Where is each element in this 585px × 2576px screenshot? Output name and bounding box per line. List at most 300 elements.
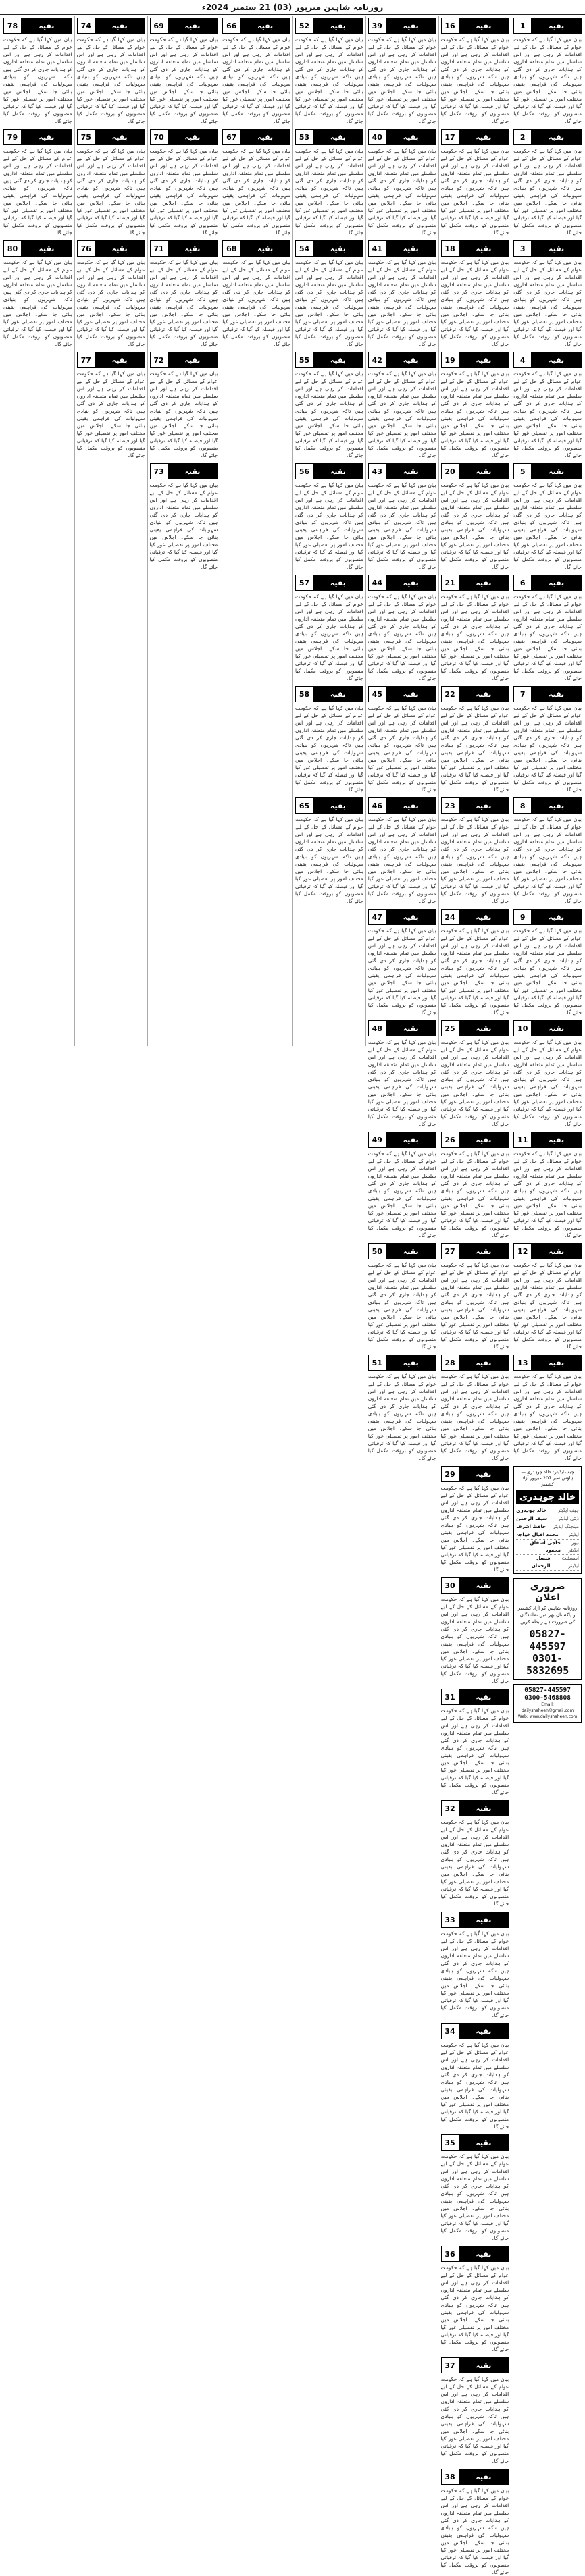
continuation-tag bbox=[150, 18, 218, 34]
continuation-number: 77 bbox=[78, 352, 95, 367]
continuation-item bbox=[295, 463, 363, 571]
article-text: بیان میں کہا گیا ہے کہ حکومت عوام کے مسائل کے حل کے لیے اقدامات کر رہی ہے اور اس سلسلے میں تمام متعلقہ اداروں کو ہدایات جاری کر دی گئی ہیں تاکہ شہریوں کو بنیادی سہولیات کی فراہمی یقینی بنائی جا سکے۔ اجلاس میں مختلف امور پر تفصیلی غور کیا گیا اور فیصلہ کیا گیا کہ ترقیاتی منصوبوں کو بروقت مکمل کیا جائے گا۔ bbox=[222, 259, 290, 347]
continuation-tag bbox=[441, 129, 509, 145]
continuation-item bbox=[513, 1243, 582, 1350]
continuation-number: 74 bbox=[78, 18, 95, 33]
staff-role: چیف ایڈیٹر bbox=[557, 1508, 579, 1513]
article-text: بیان میں کہا گیا ہے کہ حکومت عوام کے مسائل کے حل کے لیے اقدامات کر رہی ہے اور اس سلسلے میں تمام متعلقہ اداروں کو ہدایات جاری کر دی گئی ہیں تاکہ شہریوں کو بنیادی سہولیات کی فراہمی یقینی بنائی جا سکے۔ اجلاس میں مختلف امور پر تفصیلی غور کیا گیا اور فیصلہ کیا گیا کہ ترقیاتی منصوبوں کو بروقت مکمل کیا جائے گا۔ bbox=[440, 2153, 509, 2241]
article-text: بیان میں کہا گیا ہے کہ حکومت عوام کے مسائل کے حل کے لیے اقدامات کر رہی ہے اور اس سلسلے میں تمام متعلقہ اداروں کو ہدایات جاری کر دی گئی ہیں تاکہ شہریوں کو بنیادی سہولیات کی فراہمی یقینی بنائی جا سکے۔ اجلاس میں مختلف امور پر تفصیلی غور کیا گیا اور فیصلہ کیا گیا کہ ترقیاتی منصوبوں کو بروقت مکمل کیا جائے گا۔ bbox=[149, 36, 218, 124]
article-text: بیان میں کہا گیا ہے کہ حکومت عوام کے مسائل کے حل کے لیے اقدامات کر رہی ہے اور اس سلسلے میں تمام متعلقہ اداروں کو ہدایات جاری کر دی گئی ہیں تاکہ شہریوں کو بنیادی سہولیات کی فراہمی یقینی بنائی جا سکے۔ اجلاس میں مختلف امور پر تفصیلی غور کیا گیا اور فیصلہ کیا گیا کہ ترقیاتی منصوبوں کو بروقت مکمل کیا جائے گا۔ bbox=[440, 1262, 509, 1350]
news-columns bbox=[1, 16, 584, 2575]
continuation-number: 20 bbox=[442, 464, 459, 479]
continuation-tag bbox=[441, 1132, 509, 1148]
article-text: بیان میں کہا گیا ہے کہ حکومت عوام کے مسائل کے حل کے لیے اقدامات کر رہی ہے اور اس سلسلے میں تمام متعلقہ اداروں کو ہدایات جاری کر دی گئی ہیں تاکہ شہریوں کو بنیادی سہولیات کی فراہمی یقینی بنائی جا سکے۔ اجلاس میں مختلف امور پر تفصیلی غور کیا گیا اور فیصلہ کیا گیا کہ ترقیاتی منصوبوں کو بروقت مکمل کیا جائے گا۔ bbox=[440, 928, 509, 1016]
article-text: بیان میں کہا گیا ہے کہ حکومت عوام کے مسائل کے حل کے لیے اقدامات کر رہی ہے اور اس سلسلے میں تمام متعلقہ اداروں کو ہدایات جاری کر دی گئی ہیں تاکہ شہریوں کو بنیادی سہولیات کی فراہمی یقینی بنائی جا سکے۔ اجلاس میں مختلف امور پر تفصیلی غور کیا گیا اور فیصلہ کیا گیا کہ ترقیاتی منصوبوں کو بروقت مکمل کیا جائے گا۔ bbox=[295, 705, 363, 793]
continuation-label: بقیہ bbox=[459, 2024, 509, 2039]
continuation-tag bbox=[441, 1355, 509, 1371]
continuation-number: 47 bbox=[369, 910, 386, 924]
article-text: بیان میں کہا گیا ہے کہ حکومت عوام کے مسائل کے حل کے لیے اقدامات کر رہی ہے اور اس سلسلے میں تمام متعلقہ اداروں کو ہدایات جاری کر دی گئی ہیں تاکہ شہریوں کو بنیادی سہولیات کی فراہمی یقینی بنائی جا سکے۔ اجلاس میں مختلف امور پر تفصیلی غور کیا گیا اور فیصلہ کیا گیا کہ ترقیاتی منصوبوں کو بروقت مکمل کیا جائے گا۔ bbox=[440, 148, 509, 236]
continuation-item bbox=[150, 18, 218, 125]
article-text: بیان میں کہا گیا ہے کہ حکومت عوام کے مسائل کے حل کے لیے اقدامات کر رہی ہے اور اس سلسلے میں تمام متعلقہ اداروں کو ہدایات جاری کر دی گئی ہیں تاکہ شہریوں کو بنیادی سہولیات کی فراہمی یقینی بنائی جا سکے۔ اجلاس میں مختلف امور پر تفصیلی غور کیا گیا اور فیصلہ کیا گیا کہ ترقیاتی منصوبوں کو بروقت مکمل کیا جائے گا۔ bbox=[149, 148, 218, 236]
continuation-tag bbox=[368, 463, 436, 479]
continuation-item bbox=[368, 909, 436, 1016]
continuation-number: 17 bbox=[442, 130, 459, 144]
continuation-label: بقیہ bbox=[386, 464, 436, 479]
continuation-tag bbox=[368, 1355, 436, 1371]
contact-website: Web: www.dailyshaheen.com bbox=[517, 1714, 578, 1719]
staff-row bbox=[516, 1531, 579, 1540]
continuation-label: بقیہ bbox=[459, 910, 509, 924]
continuation-tag bbox=[150, 129, 218, 145]
newspaper-title: روزنامہ شاہین میرپور (03) 21 ستمبر 2024ء bbox=[201, 2, 384, 12]
continuation-item bbox=[77, 129, 145, 236]
article-text: بیان میں کہا گیا ہے کہ حکومت عوام کے مسائل کے حل کے لیے اقدامات کر رہی ہے اور اس سلسلے میں تمام متعلقہ اداروں کو ہدایات جاری کر دی گئی ہیں تاکہ شہریوں کو بنیادی سہولیات کی فراہمی یقینی بنائی جا سکے۔ اجلاس میں مختلف امور پر تفصیلی غور کیا گیا اور فیصلہ کیا گیا کہ ترقیاتی منصوبوں کو بروقت مکمل کیا جائے گا۔ bbox=[295, 148, 363, 236]
continuation-number: 44 bbox=[369, 575, 386, 590]
continuation-item bbox=[441, 18, 509, 125]
continuation-label: بقیہ bbox=[168, 18, 218, 33]
continuation-number: 45 bbox=[369, 687, 386, 702]
continuation-item bbox=[441, 1577, 509, 1685]
article-text: بیان میں کہا گیا ہے کہ حکومت عوام کے مسائل کے حل کے لیے اقدامات کر رہی ہے اور اس سلسلے میں تمام متعلقہ اداروں کو ہدایات جاری کر دی گئی ہیں تاکہ شہریوں کو بنیادی سہولیات کی فراہمی یقینی بنائی جا سکے۔ اجلاس میں مختلف امور پر تفصیلی غور کیا گیا اور فیصلہ کیا گیا کہ ترقیاتی منصوبوں کو بروقت مکمل کیا جائے گا۔ bbox=[367, 594, 436, 681]
continuation-number: 10 bbox=[514, 1021, 532, 1036]
article-text: بیان میں کہا گیا ہے کہ حکومت عوام کے مسائل کے حل کے لیے اقدامات کر رہی ہے اور اس سلسلے میں تمام متعلقہ اداروں کو ہدایات جاری کر دی گئی ہیں تاکہ شہریوں کو بنیادی سہولیات کی فراہمی یقینی بنائی جا سکے۔ اجلاس میں مختلف امور پر تفصیلی غور کیا گیا اور فیصلہ کیا گیا کہ ترقیاتی منصوبوں کو بروقت مکمل کیا جائے گا۔ bbox=[295, 594, 363, 681]
continuation-number: 43 bbox=[369, 464, 386, 479]
continuation-number: 48 bbox=[369, 1021, 386, 1036]
article-text: بیان میں کہا گیا ہے کہ حکومت عوام کے مسائل کے حل کے لیے اقدامات کر رہی ہے اور اس سلسلے میں تمام متعلقہ اداروں کو ہدایات جاری کر دی گئی ہیں تاکہ شہریوں کو بنیادی سہولیات کی فراہمی یقینی بنائی جا سکے۔ اجلاس میں مختلف امور پر تفصیلی غور کیا گیا اور فیصلہ کیا گیا کہ ترقیاتی منصوبوں کو بروقت مکمل کیا جائے گا۔ bbox=[76, 371, 145, 458]
continuation-item bbox=[368, 1355, 436, 1462]
staff-row bbox=[516, 1515, 579, 1523]
continuation-number: 72 bbox=[151, 352, 168, 367]
continuation-number: 29 bbox=[442, 1467, 459, 1481]
masthead-address: چیف ایڈیٹر: خالد چوہدری — ہاؤس نمبر 207 میرپور آزاد کشمیر bbox=[521, 1469, 574, 1487]
continuation-item bbox=[441, 1689, 509, 1796]
continuation-number: 34 bbox=[442, 2024, 459, 2039]
continuation-item bbox=[368, 18, 436, 125]
continuation-label: بقیہ bbox=[313, 687, 363, 702]
continuation-label: بقیہ bbox=[313, 464, 363, 479]
continuation-number: 42 bbox=[369, 352, 386, 367]
article-text: بیان میں کہا گیا ہے کہ حکومت عوام کے مسائل کے حل کے لیے اقدامات کر رہی ہے اور اس سلسلے میں تمام متعلقہ اداروں کو ہدایات جاری کر دی گئی ہیں تاکہ شہریوں کو بنیادی سہولیات کی فراہمی یقینی بنائی جا سکے۔ اجلاس میں مختلف امور پر تفصیلی غور کیا گیا اور فیصلہ کیا گیا کہ ترقیاتی منصوبوں کو بروقت مکمل کیا جائے گا۔ bbox=[149, 482, 218, 570]
continuation-number: 18 bbox=[442, 241, 459, 256]
article-text: بیان میں کہا گیا ہے کہ حکومت عوام کے مسائل کے حل کے لیے اقدامات کر رہی ہے اور اس سلسلے میں تمام متعلقہ اداروں کو ہدایات جاری کر دی گئی ہیں تاکہ شہریوں کو بنیادی سہولیات کی فراہمی یقینی بنائی جا سکے۔ اجلاس میں مختلف امور پر تفصیلی غور کیا گیا اور فیصلہ کیا گیا کہ ترقیاتی منصوبوں کو بروقت مکمل کیا جائے گا۔ bbox=[440, 2376, 509, 2464]
continuation-tag bbox=[368, 686, 436, 702]
continuation-number: 22 bbox=[442, 687, 459, 702]
continuation-tag bbox=[295, 463, 363, 479]
continuation-number: 4 bbox=[514, 352, 532, 367]
continuation-label: بقیہ bbox=[459, 2135, 509, 2150]
continuation-number: 56 bbox=[296, 464, 313, 479]
article-text: بیان میں کہا گیا ہے کہ حکومت عوام کے مسائل کے حل کے لیے اقدامات کر رہی ہے اور اس سلسلے میں تمام متعلقہ اداروں کو ہدایات جاری کر دی گئی ہیں تاکہ شہریوں کو بنیادی سہولیات کی فراہمی یقینی بنائی جا سکے۔ اجلاس میں مختلف امور پر تفصیلی غور کیا گیا اور فیصلہ کیا گیا کہ ترقیاتی منصوبوں کو بروقت مکمل کیا جائے گا۔ bbox=[440, 371, 509, 458]
continuation-label: بقیہ bbox=[95, 18, 145, 33]
news-column bbox=[1, 16, 74, 1046]
continuation-number: 67 bbox=[223, 130, 240, 144]
continuation-tag bbox=[77, 240, 145, 257]
continuation-tag bbox=[513, 797, 582, 814]
continuation-item bbox=[513, 575, 582, 682]
continuation-tag bbox=[513, 1243, 582, 1259]
continuation-tag bbox=[513, 18, 582, 34]
continuation-number: 41 bbox=[369, 241, 386, 256]
continuation-number: 32 bbox=[442, 1801, 459, 1816]
continuation-item bbox=[295, 686, 363, 793]
continuation-item bbox=[441, 2469, 509, 2576]
continuation-number: 23 bbox=[442, 798, 459, 813]
continuation-tag bbox=[368, 575, 436, 591]
article-text: بیان میں کہا گیا ہے کہ حکومت عوام کے مسائل کے حل کے لیے اقدامات کر رہی ہے اور اس سلسلے میں تمام متعلقہ اداروں کو ہدایات جاری کر دی گئی ہیں تاکہ شہریوں کو بنیادی سہولیات کی فراہمی یقینی بنائی جا سکے۔ اجلاس میں مختلف امور پر تفصیلی غور کیا گیا اور فیصلہ کیا گیا کہ ترقیاتی منصوبوں کو بروقت مکمل کیا جائے گا۔ bbox=[76, 148, 145, 236]
continuation-label: بقیہ bbox=[95, 241, 145, 256]
continuation-item bbox=[222, 129, 290, 236]
continuation-label: بقیہ bbox=[386, 1132, 436, 1147]
continuation-tag bbox=[441, 352, 509, 368]
article-text: بیان میں کہا گیا ہے کہ حکومت عوام کے مسائل کے حل کے لیے اقدامات کر رہی ہے اور اس سلسلے میں تمام متعلقہ اداروں کو ہدایات جاری کر دی گئی ہیں تاکہ شہریوں کو بنیادی سہولیات کی فراہمی یقینی بنائی جا سکے۔ اجلاس میں مختلف امور پر تفصیلی غور کیا گیا اور فیصلہ کیا گیا کہ ترقیاتی منصوبوں کو بروقت مکمل کیا جائے گا۔ bbox=[295, 371, 363, 458]
continuation-tag bbox=[513, 575, 582, 591]
continuation-item bbox=[441, 1243, 509, 1350]
continuation-item bbox=[150, 129, 218, 236]
continuation-label: بقیہ bbox=[459, 1244, 509, 1259]
continuation-item bbox=[441, 909, 509, 1016]
continuation-item bbox=[295, 18, 363, 125]
announcement-title: ضروری اعلان bbox=[530, 1581, 565, 1603]
continuation-label: بقیہ bbox=[459, 1132, 509, 1147]
continuation-label: بقیہ bbox=[386, 1355, 436, 1370]
continuation-tag bbox=[150, 240, 218, 257]
continuation-label: بقیہ bbox=[386, 18, 436, 33]
continuation-item bbox=[441, 1132, 509, 1239]
continuation-number: 13 bbox=[514, 1355, 532, 1370]
announcement-box bbox=[513, 1578, 582, 1680]
continuation-tag bbox=[441, 18, 509, 34]
article-text: بیان میں کہا گیا ہے کہ حکومت عوام کے مسائل کے حل کے لیے اقدامات کر رہی ہے اور اس سلسلے میں تمام متعلقہ اداروں کو ہدایات جاری کر دی گئی ہیں تاکہ شہریوں کو بنیادی سہولیات کی فراہمی یقینی بنائی جا سکے۔ اجلاس میں مختلف امور پر تفصیلی غور کیا گیا اور فیصلہ کیا گیا کہ ترقیاتی منصوبوں کو بروقت مکمل کیا جائے گا۔ bbox=[440, 705, 509, 793]
continuation-item bbox=[441, 686, 509, 793]
continuation-tag bbox=[441, 1243, 509, 1259]
page-header bbox=[0, 0, 585, 15]
staff-name: سیف الرحمن bbox=[516, 1516, 548, 1521]
continuation-tag bbox=[368, 18, 436, 34]
article-text: بیان میں کہا گیا ہے کہ حکومت عوام کے مسائل کے حل کے لیے اقدامات کر رہی ہے اور اس سلسلے میں تمام متعلقہ اداروں کو ہدایات جاری کر دی گئی ہیں تاکہ شہریوں کو بنیادی سہولیات کی فراہمی یقینی بنائی جا سکے۔ اجلاس میں مختلف امور پر تفصیلی غور کیا گیا اور فیصلہ کیا گیا کہ ترقیاتی منصوبوں کو بروقت مکمل کیا جائے گا۔ bbox=[440, 2488, 509, 2575]
staff-row bbox=[516, 1523, 579, 1531]
continuation-tag bbox=[441, 1912, 509, 1928]
article-text: بیان میں کہا گیا ہے کہ حکومت عوام کے مسائل کے حل کے لیے اقدامات کر رہی ہے اور اس سلسلے میں تمام متعلقہ اداروں کو ہدایات جاری کر دی گئی ہیں تاکہ شہریوں کو بنیادی سہولیات کی فراہمی یقینی بنائی جا سکے۔ اجلاس میں مختلف امور پر تفصیلی غور کیا گیا اور فیصلہ کیا گیا کہ ترقیاتی منصوبوں کو بروقت مکمل کیا جائے گا۔ bbox=[440, 1930, 509, 2018]
continuation-label: بقیہ bbox=[168, 352, 218, 367]
continuation-item bbox=[368, 1132, 436, 1239]
continuation-item bbox=[513, 1020, 582, 1128]
continuation-tag bbox=[441, 909, 509, 925]
continuation-tag bbox=[368, 129, 436, 145]
article-text: بیان میں کہا گیا ہے کہ حکومت عوام کے مسائل کے حل کے لیے اقدامات کر رہی ہے اور اس سلسلے میں تمام متعلقہ اداروں کو ہدایات جاری کر دی گئی ہیں تاکہ شہریوں کو بنیادی سہولیات کی فراہمی یقینی بنائی جا سکے۔ اجلاس میں مختلف امور پر تفصیلی غور کیا گیا اور فیصلہ کیا گیا کہ ترقیاتی منصوبوں کو بروقت مکمل کیا جائے گا۔ bbox=[513, 36, 582, 124]
continuation-tag bbox=[295, 240, 363, 257]
article-text: بیان میں کہا گیا ہے کہ حکومت عوام کے مسائل کے حل کے لیے اقدامات کر رہی ہے اور اس سلسلے میں تمام متعلقہ اداروں کو ہدایات جاری کر دی گئی ہیں تاکہ شہریوں کو بنیادی سہولیات کی فراہمی یقینی بنائی جا سکے۔ اجلاس میں مختلف امور پر تفصیلی غور کیا گیا اور فیصلہ کیا گیا کہ ترقیاتی منصوبوں کو بروقت مکمل کیا جائے گا۔ bbox=[513, 259, 582, 347]
continuation-number: 27 bbox=[442, 1244, 459, 1259]
continuation-label: بقیہ bbox=[532, 1132, 581, 1147]
continuation-item bbox=[441, 240, 509, 348]
article-text: بیان میں کہا گیا ہے کہ حکومت عوام کے مسائل کے حل کے لیے اقدامات کر رہی ہے اور اس سلسلے میں تمام متعلقہ اداروں کو ہدایات جاری کر دی گئی ہیں تاکہ شہریوں کو بنیادی سہولیات کی فراہمی یقینی بنائی جا سکے۔ اجلاس میں مختلف امور پر تفصیلی غور کیا گیا اور فیصلہ کیا گیا کہ ترقیاتی منصوبوں کو بروقت مکمل کیا جائے گا۔ bbox=[440, 594, 509, 681]
continuation-number: 69 bbox=[151, 18, 168, 33]
continuation-tag bbox=[368, 1243, 436, 1259]
continuation-item bbox=[513, 1355, 582, 1462]
continuation-number: 33 bbox=[442, 1912, 459, 1927]
article-text: بیان میں کہا گیا ہے کہ حکومت عوام کے مسائل کے حل کے لیے اقدامات کر رہی ہے اور اس سلسلے میں تمام متعلقہ اداروں کو ہدایات جاری کر دی گئی ہیں تاکہ شہریوں کو بنیادی سہولیات کی فراہمی یقینی بنائی جا سکے۔ اجلاس میں مختلف امور پر تفصیلی غور کیا گیا اور فیصلہ کیا گیا کہ ترقیاتی منصوبوں کو بروقت مکمل کیا جائے گا۔ bbox=[367, 705, 436, 793]
article-text: بیان میں کہا گیا ہے کہ حکومت عوام کے مسائل کے حل کے لیے اقدامات کر رہی ہے اور اس سلسلے میں تمام متعلقہ اداروں کو ہدایات جاری کر دی گئی ہیں تاکہ شہریوں کو بنیادی سہولیات کی فراہمی یقینی بنائی جا سکے۔ اجلاس میں مختلف امور پر تفصیلی غور کیا گیا اور فیصلہ کیا گیا کہ ترقیاتی منصوبوں کو بروقت مکمل کیا جائے گا۔ bbox=[3, 36, 72, 124]
article-text: بیان میں کہا گیا ہے کہ حکومت عوام کے مسائل کے حل کے لیے اقدامات کر رہی ہے اور اس سلسلے میں تمام متعلقہ اداروں کو ہدایات جاری کر دی گئی ہیں تاکہ شہریوں کو بنیادی سہولیات کی فراہمی یقینی بنائی جا سکے۔ اجلاس میں مختلف امور پر تفصیلی غور کیا گیا اور فیصلہ کیا گیا کہ ترقیاتی منصوبوں کو بروقت مکمل کیا جائے گا۔ bbox=[440, 1151, 509, 1238]
staff-name: حافظ اشرف bbox=[516, 1524, 546, 1529]
continuation-number: 80 bbox=[4, 241, 22, 256]
continuation-label: بقیہ bbox=[22, 18, 72, 33]
continuation-item bbox=[513, 463, 582, 571]
article-text: بیان میں کہا گیا ہے کہ حکومت عوام کے مسائل کے حل کے لیے اقدامات کر رہی ہے اور اس سلسلے میں تمام متعلقہ اداروں کو ہدایات جاری کر دی گئی ہیں تاکہ شہریوں کو بنیادی سہولیات کی فراہمی یقینی بنائی جا سکے۔ اجلاس میں مختلف امور پر تفصیلی غور کیا گیا اور فیصلہ کیا گیا کہ ترقیاتی منصوبوں کو بروقت مکمل کیا جائے گا۔ bbox=[222, 36, 290, 124]
continuation-number: 28 bbox=[442, 1355, 459, 1370]
continuation-item bbox=[441, 1912, 509, 2019]
continuation-label: بقیہ bbox=[459, 464, 509, 479]
continuation-label: بقیہ bbox=[22, 241, 72, 256]
article-text: بیان میں کہا گیا ہے کہ حکومت عوام کے مسائل کے حل کے لیے اقدامات کر رہی ہے اور اس سلسلے میں تمام متعلقہ اداروں کو ہدایات جاری کر دی گئی ہیں تاکہ شہریوں کو بنیادی سہولیات کی فراہمی یقینی بنائی جا سکے۔ اجلاس میں مختلف امور پر تفصیلی غور کیا گیا اور فیصلہ کیا گیا کہ ترقیاتی منصوبوں کو بروقت مکمل کیا جائے گا۔ bbox=[295, 816, 363, 904]
continuation-item bbox=[513, 240, 582, 348]
continuation-number: 57 bbox=[296, 575, 313, 590]
article-text: بیان میں کہا گیا ہے کہ حکومت عوام کے مسائل کے حل کے لیے اقدامات کر رہی ہے اور اس سلسلے میں تمام متعلقہ اداروں کو ہدایات جاری کر دی گئی ہیں تاکہ شہریوں کو بنیادی سہولیات کی فراہمی یقینی بنائی جا سکے۔ اجلاس میں مختلف امور پر تفصیلی غور کیا گیا اور فیصلہ کیا گیا کہ ترقیاتی منصوبوں کو بروقت مکمل کیا جائے گا۔ bbox=[3, 259, 72, 347]
article-text: بیان میں کہا گیا ہے کہ حکومت عوام کے مسائل کے حل کے لیے اقدامات کر رہی ہے اور اس سلسلے میں تمام متعلقہ اداروں کو ہدایات جاری کر دی گئی ہیں تاکہ شہریوں کو بنیادی سہولیات کی فراہمی یقینی بنائی جا سکے۔ اجلاس میں مختلف امور پر تفصیلی غور کیا گیا اور فیصلہ کیا گیا کہ ترقیاتی منصوبوں کو بروقت مکمل کیا جائے گا۔ bbox=[367, 1151, 436, 1238]
continuation-tag bbox=[441, 686, 509, 702]
continuation-tag bbox=[513, 686, 582, 702]
continuation-label: بقیہ bbox=[459, 2469, 509, 2484]
continuation-number: 55 bbox=[296, 352, 313, 367]
continuation-tag bbox=[441, 2357, 509, 2373]
article-text: بیان میں کہا گیا ہے کہ حکومت عوام کے مسائل کے حل کے لیے اقدامات کر رہی ہے اور اس سلسلے میں تمام متعلقہ اداروں کو ہدایات جاری کر دی گئی ہیں تاکہ شہریوں کو بنیادی سہولیات کی فراہمی یقینی بنائی جا سکے۔ اجلاس میں مختلف امور پر تفصیلی غور کیا گیا اور فیصلہ کیا گیا کہ ترقیاتی منصوبوں کو بروقت مکمل کیا جائے گا۔ bbox=[440, 2042, 509, 2130]
continuation-item bbox=[368, 575, 436, 682]
continuation-label: بقیہ bbox=[386, 1244, 436, 1259]
continuation-item bbox=[77, 352, 145, 459]
news-column bbox=[292, 16, 365, 1046]
article-text: بیان میں کہا گیا ہے کہ حکومت عوام کے مسائل کے حل کے لیے اقدامات کر رہی ہے اور اس سلسلے میں تمام متعلقہ اداروں کو ہدایات جاری کر دی گئی ہیں تاکہ شہریوں کو بنیادی سہولیات کی فراہمی یقینی بنائی جا سکے۔ اجلاس میں مختلف امور پر تفصیلی غور کیا گیا اور فیصلہ کیا گیا کہ ترقیاتی منصوبوں کو بروقت مکمل کیا جائے گا۔ bbox=[440, 1708, 509, 1795]
continuation-number: 50 bbox=[369, 1244, 386, 1259]
continuation-label: بقیہ bbox=[386, 798, 436, 813]
continuation-label: بقیہ bbox=[532, 130, 581, 144]
article-text: بیان میں کہا گیا ہے کہ حکومت عوام کے مسائل کے حل کے لیے اقدامات کر رہی ہے اور اس سلسلے میں تمام متعلقہ اداروں کو ہدایات جاری کر دی گئی ہیں تاکہ شہریوں کو بنیادی سہولیات کی فراہمی یقینی بنائی جا سکے۔ اجلاس میں مختلف امور پر تفصیلی غور کیا گیا اور فیصلہ کیا گیا کہ ترقیاتی منصوبوں کو بروقت مکمل کیا جائے گا۔ bbox=[513, 1373, 582, 1461]
masthead-box bbox=[513, 1466, 582, 1574]
continuation-tag bbox=[77, 18, 145, 34]
continuation-number: 7 bbox=[514, 687, 532, 702]
continuation-number: 65 bbox=[296, 798, 313, 813]
continuation-number: 19 bbox=[442, 352, 459, 367]
continuation-item bbox=[441, 575, 509, 682]
continuation-item bbox=[295, 352, 363, 459]
continuation-label: بقیہ bbox=[459, 130, 509, 144]
continuation-item bbox=[441, 129, 509, 236]
continuation-label: بقیہ bbox=[240, 18, 290, 33]
article-text: بیان میں کہا گیا ہے کہ حکومت عوام کے مسائل کے حل کے لیے اقدامات کر رہی ہے اور اس سلسلے میں تمام متعلقہ اداروں کو ہدایات جاری کر دی گئی ہیں تاکہ شہریوں کو بنیادی سہولیات کی فراہمی یقینی بنائی جا سکے۔ اجلاس میں مختلف امور پر تفصیلی غور کیا گیا اور فیصلہ کیا گیا کہ ترقیاتی منصوبوں کو بروقت مکمل کیا جائے گا۔ bbox=[3, 148, 72, 236]
continuation-item bbox=[513, 686, 582, 793]
continuation-label: بقیہ bbox=[22, 130, 72, 144]
continuation-number: 3 bbox=[514, 241, 532, 256]
continuation-item bbox=[3, 18, 72, 125]
continuation-tag bbox=[3, 240, 72, 257]
continuation-tag bbox=[513, 1132, 582, 1148]
continuation-number: 39 bbox=[369, 18, 386, 33]
continuation-label: بقیہ bbox=[459, 687, 509, 702]
news-column bbox=[74, 16, 147, 1046]
announcement-phone: 0301-5832695 bbox=[526, 1652, 569, 1677]
continuation-tag bbox=[368, 909, 436, 925]
continuation-tag bbox=[513, 240, 582, 257]
continuation-tag bbox=[441, 797, 509, 814]
continuation-label: بقیہ bbox=[459, 352, 509, 367]
continuation-item bbox=[441, 2246, 509, 2353]
continuation-tag bbox=[513, 1355, 582, 1371]
continuation-item bbox=[513, 1132, 582, 1239]
continuation-number: 76 bbox=[78, 241, 95, 256]
announcement-body: روزنامہ شاہین کو آزاد کشمیر و پاکستان بھر میں نمائندگان کی ضرورت ہے رابطہ کریں bbox=[517, 1606, 578, 1625]
continuation-number: 79 bbox=[4, 130, 22, 144]
continuation-label: بقیہ bbox=[386, 910, 436, 924]
continuation-item bbox=[368, 129, 436, 236]
continuation-number: 51 bbox=[369, 1355, 386, 1370]
continuation-tag bbox=[295, 352, 363, 368]
continuation-label: بقیہ bbox=[532, 1021, 581, 1036]
continuation-tag bbox=[441, 463, 509, 479]
continuation-number: 2 bbox=[514, 130, 532, 144]
continuation-number: 21 bbox=[442, 575, 459, 590]
continuation-label: بقیہ bbox=[532, 1244, 581, 1259]
continuation-item bbox=[150, 463, 218, 571]
continuation-label: بقیہ bbox=[532, 241, 581, 256]
continuation-item bbox=[513, 18, 582, 125]
continuation-tag bbox=[368, 1132, 436, 1148]
contact-phone: 0300-5468808 bbox=[524, 1694, 571, 1702]
continuation-tag bbox=[441, 1800, 509, 1816]
continuation-item bbox=[3, 240, 72, 348]
staff-role: ایڈیٹر bbox=[568, 1532, 579, 1537]
article-text: بیان میں کہا گیا ہے کہ حکومت عوام کے مسائل کے حل کے لیے اقدامات کر رہی ہے اور اس سلسلے میں تمام متعلقہ اداروں کو ہدایات جاری کر دی گئی ہیں تاکہ شہریوں کو بنیادی سہولیات کی فراہمی یقینی بنائی جا سکے۔ اجلاس میں مختلف امور پر تفصیلی غور کیا گیا اور فیصلہ کیا گیا کہ ترقیاتی منصوبوں کو بروقت مکمل کیا جائے گا۔ bbox=[367, 928, 436, 1016]
continuation-label: بقیہ bbox=[532, 18, 581, 33]
article-text: بیان میں کہا گیا ہے کہ حکومت عوام کے مسائل کے حل کے لیے اقدامات کر رہی ہے اور اس سلسلے میں تمام متعلقہ اداروں کو ہدایات جاری کر دی گئی ہیں تاکہ شہریوں کو بنیادی سہولیات کی فراہمی یقینی بنائی جا سکے۔ اجلاس میں مختلف امور پر تفصیلی غور کیا گیا اور فیصلہ کیا گیا کہ ترقیاتی منصوبوں کو بروقت مکمل کیا جائے گا۔ bbox=[513, 705, 582, 793]
continuation-number: 37 bbox=[442, 2358, 459, 2373]
article-text: بیان میں کہا گیا ہے کہ حکومت عوام کے مسائل کے حل کے لیے اقدامات کر رہی ہے اور اس سلسلے میں تمام متعلقہ اداروں کو ہدایات جاری کر دی گئی ہیں تاکہ شہریوں کو بنیادی سہولیات کی فراہمی یقینی بنائی جا سکے۔ اجلاس میں مختلف امور پر تفصیلی غور کیا گیا اور فیصلہ کیا گیا کہ ترقیاتی منصوبوں کو بروقت مکمل کیا جائے گا۔ bbox=[149, 371, 218, 458]
staff-name: حاجی اشفاق محمود bbox=[530, 1540, 561, 1553]
news-column bbox=[438, 16, 511, 2575]
continuation-number: 54 bbox=[296, 241, 313, 256]
continuation-tag bbox=[441, 2134, 509, 2151]
continuation-label: بقیہ bbox=[459, 1021, 509, 1036]
article-text: بیان میں کہا گیا ہے کہ حکومت عوام کے مسائل کے حل کے لیے اقدامات کر رہی ہے اور اس سلسلے میں تمام متعلقہ اداروں کو ہدایات جاری کر دی گئی ہیں تاکہ شہریوں کو بنیادی سہولیات کی فراہمی یقینی بنائی جا سکے۔ اجلاس میں مختلف امور پر تفصیلی غور کیا گیا اور فیصلہ کیا گیا کہ ترقیاتی منصوبوں کو بروقت مکمل کیا جائے گا۔ bbox=[513, 371, 582, 458]
continuation-item bbox=[368, 686, 436, 793]
continuation-number: 49 bbox=[369, 1132, 386, 1147]
continuation-tag bbox=[513, 463, 582, 479]
continuation-tag bbox=[77, 352, 145, 368]
staff-row bbox=[516, 1555, 579, 1571]
continuation-number: 52 bbox=[296, 18, 313, 33]
continuation-item bbox=[3, 129, 72, 236]
continuation-label: بقیہ bbox=[459, 241, 509, 256]
news-column bbox=[511, 16, 584, 1719]
article-text: بیان میں کہا گیا ہے کہ حکومت عوام کے مسائل کے حل کے لیے اقدامات کر رہی ہے اور اس سلسلے میں تمام متعلقہ اداروں کو ہدایات جاری کر دی گئی ہیں تاکہ شہریوں کو بنیادی سہولیات کی فراہمی یقینی بنائی جا سکے۔ اجلاس میں مختلف امور پر تفصیلی غور کیا گیا اور فیصلہ کیا گیا کہ ترقیاتی منصوبوں کو بروقت مکمل کیا جائے گا۔ bbox=[440, 36, 509, 124]
continuation-tag bbox=[368, 797, 436, 814]
staff-name: خالد چوہدری bbox=[516, 1508, 547, 1513]
article-text: بیان میں کہا گیا ہے کہ حکومت عوام کے مسائل کے حل کے لیے اقدامات کر رہی ہے اور اس سلسلے میں تمام متعلقہ اداروں کو ہدایات جاری کر دی گئی ہیں تاکہ شہریوں کو بنیادی سہولیات کی فراہمی یقینی بنائی جا سکے۔ اجلاس میں مختلف امور پر تفصیلی غور کیا گیا اور فیصلہ کیا گیا کہ ترقیاتی منصوبوں کو بروقت مکمل کیا جائے گا۔ bbox=[440, 1819, 509, 1907]
continuation-label: بقیہ bbox=[459, 575, 509, 590]
continuation-tag bbox=[295, 575, 363, 591]
continuation-tag bbox=[222, 129, 290, 145]
continuation-item bbox=[368, 463, 436, 571]
article-text: بیان میں کہا گیا ہے کہ حکومت عوام کے مسائل کے حل کے لیے اقدامات کر رہی ہے اور اس سلسلے میں تمام متعلقہ اداروں کو ہدایات جاری کر دی گئی ہیں تاکہ شہریوں کو بنیادی سہولیات کی فراہمی یقینی بنائی جا سکے۔ اجلاس میں مختلف امور پر تفصیلی غور کیا گیا اور فیصلہ کیا گیا کہ ترقیاتی منصوبوں کو بروقت مکمل کیا جائے گا۔ bbox=[295, 482, 363, 570]
continuation-label: بقیہ bbox=[386, 352, 436, 367]
continuation-number: 73 bbox=[151, 464, 168, 479]
contact-phone: 05827-445597 bbox=[524, 1687, 571, 1694]
continuation-number: 71 bbox=[151, 241, 168, 256]
news-column bbox=[365, 16, 438, 1461]
continuation-number: 40 bbox=[369, 130, 386, 144]
continuation-tag bbox=[513, 129, 582, 145]
continuation-number: 70 bbox=[151, 130, 168, 144]
article-text: بیان میں کہا گیا ہے کہ حکومت عوام کے مسائل کے حل کے لیے اقدامات کر رہی ہے اور اس سلسلے میں تمام متعلقہ اداروں کو ہدایات جاری کر دی گئی ہیں تاکہ شہریوں کو بنیادی سہولیات کی فراہمی یقینی بنائی جا سکے۔ اجلاس میں مختلف امور پر تفصیلی غور کیا گیا اور فیصلہ کیا گیا کہ ترقیاتی منصوبوں کو بروقت مکمل کیا جائے گا۔ bbox=[513, 482, 582, 570]
continuation-item bbox=[77, 240, 145, 348]
continuation-number: 38 bbox=[442, 2469, 459, 2484]
continuation-tag bbox=[295, 129, 363, 145]
continuation-item bbox=[513, 909, 582, 1016]
article-text: بیان میں کہا گیا ہے کہ حکومت عوام کے مسائل کے حل کے لیے اقدامات کر رہی ہے اور اس سلسلے میں تمام متعلقہ اداروں کو ہدایات جاری کر دی گئی ہیں تاکہ شہریوں کو بنیادی سہولیات کی فراہمی یقینی بنائی جا سکے۔ اجلاس میں مختلف امور پر تفصیلی غور کیا گیا اور فیصلہ کیا گیا کہ ترقیاتی منصوبوں کو بروقت مکمل کیا جائے گا۔ bbox=[76, 259, 145, 347]
article-text: بیان میں کہا گیا ہے کہ حکومت عوام کے مسائل کے حل کے لیے اقدامات کر رہی ہے اور اس سلسلے میں تمام متعلقہ اداروں کو ہدایات جاری کر دی گئی ہیں تاکہ شہریوں کو بنیادی سہولیات کی فراہمی یقینی بنائی جا سکے۔ اجلاس میں مختلف امور پر تفصیلی غور کیا گیا اور فیصلہ کیا گیا کہ ترقیاتی منصوبوں کو بروقت مکمل کیا جائے گا۔ bbox=[367, 1373, 436, 1461]
continuation-tag bbox=[441, 2469, 509, 2485]
continuation-label: بقیہ bbox=[386, 130, 436, 144]
continuation-label: بقیہ bbox=[95, 352, 145, 367]
staff-name: محمد اقبال خواجہ bbox=[516, 1532, 559, 1537]
continuation-label: بقیہ bbox=[459, 1355, 509, 1370]
continuation-tag bbox=[441, 1020, 509, 1036]
continuation-number: 26 bbox=[442, 1132, 459, 1147]
continuation-tag bbox=[441, 575, 509, 591]
continuation-number: 78 bbox=[4, 18, 22, 33]
continuation-item bbox=[441, 1355, 509, 1462]
staff-role: اسسٹنٹ ایڈیٹر bbox=[561, 1556, 579, 1569]
continuation-number: 25 bbox=[442, 1021, 459, 1036]
staff-row bbox=[516, 1540, 579, 1555]
continuation-item bbox=[368, 1020, 436, 1128]
continuation-label: بقیہ bbox=[168, 241, 218, 256]
continuation-tag bbox=[295, 18, 363, 34]
continuation-tag bbox=[3, 129, 72, 145]
continuation-label: بقیہ bbox=[313, 798, 363, 813]
article-text: بیان میں کہا گیا ہے کہ حکومت عوام کے مسائل کے حل کے لیے اقدامات کر رہی ہے اور اس سلسلے میں تمام متعلقہ اداروں کو ہدایات جاری کر دی گئی ہیں تاکہ شہریوں کو بنیادی سہولیات کی فراہمی یقینی بنائی جا سکے۔ اجلاس میں مختلف امور پر تفصیلی غور کیا گیا اور فیصلہ کیا گیا کہ ترقیاتی منصوبوں کو بروقت مکمل کیا جائے گا۔ bbox=[295, 259, 363, 347]
continuation-label: بقیہ bbox=[386, 575, 436, 590]
continuation-label: بقیہ bbox=[459, 1801, 509, 1816]
article-text: بیان میں کہا گیا ہے کہ حکومت عوام کے مسائل کے حل کے لیے اقدامات کر رہی ہے اور اس سلسلے میں تمام متعلقہ اداروں کو ہدایات جاری کر دی گئی ہیں تاکہ شہریوں کو بنیادی سہولیات کی فراہمی یقینی بنائی جا سکے۔ اجلاس میں مختلف امور پر تفصیلی غور کیا گیا اور فیصلہ کیا گیا کہ ترقیاتی منصوبوں کو بروقت مکمل کیا جائے گا۔ bbox=[440, 1596, 509, 1684]
continuation-number: 5 bbox=[514, 464, 532, 479]
continuation-tag bbox=[441, 2023, 509, 2039]
continuation-tag bbox=[150, 352, 218, 368]
article-text: بیان میں کہا گیا ہے کہ حکومت عوام کے مسائل کے حل کے لیے اقدامات کر رہی ہے اور اس سلسلے میں تمام متعلقہ اداروں کو ہدایات جاری کر دی گئی ہیں تاکہ شہریوں کو بنیادی سہولیات کی فراہمی یقینی بنائی جا سکے۔ اجلاس میں مختلف امور پر تفصیلی غور کیا گیا اور فیصلہ کیا گیا کہ ترقیاتی منصوبوں کو بروقت مکمل کیا جائے گا۔ bbox=[440, 1373, 509, 1461]
continuation-label: بقیہ bbox=[168, 464, 218, 479]
continuation-tag bbox=[295, 797, 363, 814]
article-text: بیان میں کہا گیا ہے کہ حکومت عوام کے مسائل کے حل کے لیے اقدامات کر رہی ہے اور اس سلسلے میں تمام متعلقہ اداروں کو ہدایات جاری کر دی گئی ہیں تاکہ شہریوں کو بنیادی سہولیات کی فراہمی یقینی بنائی جا سکے۔ اجلاس میں مختلف امور پر تفصیلی غور کیا گیا اور فیصلہ کیا گیا کہ ترقیاتی منصوبوں کو بروقت مکمل کیا جائے گا۔ bbox=[367, 148, 436, 236]
continuation-label: بقیہ bbox=[532, 910, 581, 924]
article-text: بیان میں کہا گیا ہے کہ حکومت عوام کے مسائل کے حل کے لیے اقدامات کر رہی ہے اور اس سلسلے میں تمام متعلقہ اداروں کو ہدایات جاری کر دی گئی ہیں تاکہ شہریوں کو بنیادی سہولیات کی فراہمی یقینی بنائی جا سکے۔ اجلاس میں مختلف امور پر تفصیلی غور کیا گیا اور فیصلہ کیا گیا کہ ترقیاتی منصوبوں کو بروقت مکمل کیا جائے گا۔ bbox=[440, 259, 509, 347]
continuation-item bbox=[222, 18, 290, 125]
continuation-tag bbox=[513, 352, 582, 368]
continuation-label: بقیہ bbox=[532, 687, 581, 702]
continuation-item bbox=[441, 1800, 509, 1908]
continuation-number: 66 bbox=[223, 18, 240, 33]
continuation-item bbox=[441, 797, 509, 905]
continuation-tag bbox=[3, 18, 72, 34]
continuation-tag bbox=[368, 1020, 436, 1036]
continuation-label: بقیہ bbox=[313, 130, 363, 144]
continuation-label: بقیہ bbox=[459, 798, 509, 813]
staff-row bbox=[516, 1507, 579, 1515]
continuation-number: 6 bbox=[514, 575, 532, 590]
continuation-number: 75 bbox=[78, 130, 95, 144]
continuation-tag bbox=[441, 1466, 509, 1482]
continuation-item bbox=[441, 352, 509, 459]
staff-role: مینجنگ ایڈیٹر bbox=[553, 1524, 579, 1529]
continuation-label: بقیہ bbox=[459, 1578, 509, 1593]
continuation-number: 9 bbox=[514, 910, 532, 924]
